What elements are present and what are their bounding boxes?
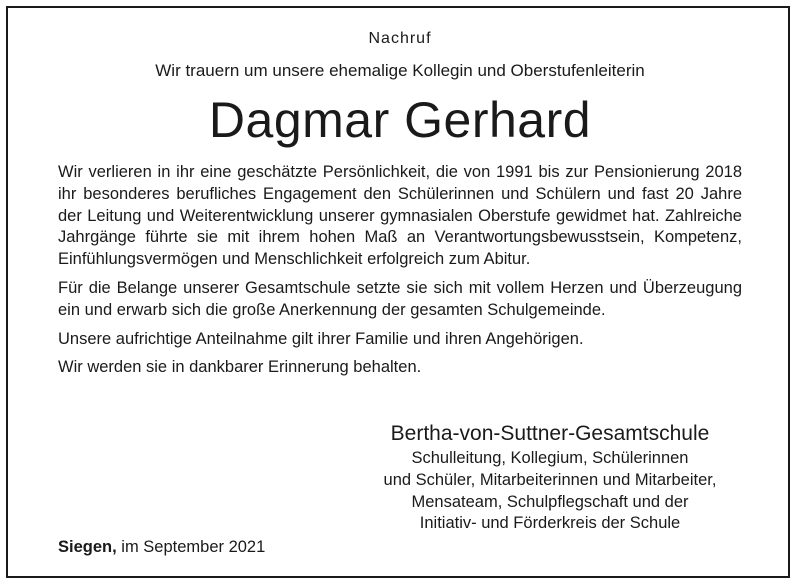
place-date <box>58 538 265 557</box>
notice-subtitle: Wir trauern um unsere ehemalige Kollegin und Oberstufenleiterin <box>155 61 645 80</box>
signature-line: und Schüler, Mitarbeiterinnen und Mitarbeiter, <box>383 470 717 489</box>
signature-line: Initiativ- und Förderkreis der Schule <box>419 514 681 533</box>
signature-block <box>340 420 760 535</box>
signature-line: Mensateam, Schulpflegschaft und der <box>411 492 689 511</box>
paragraph-commitment: Für die Belange unserer Gesamtschule setzte sie sich mit vollem Herzen und Überzeugung ein und erwarb sich die große Anerkennung der gesamten Schulgemeinde. <box>58 278 742 319</box>
deceased-name: Dagmar Gerhard <box>208 92 592 148</box>
date: im September 2021 <box>121 538 266 556</box>
place: Siegen, <box>58 538 117 556</box>
obituary-text <box>58 162 742 386</box>
paragraph-tribute: Wir verlieren in ihr eine geschätzte Persönlichkeit, die von 1991 bis zur Pensionierung 2018 ihr besonderes berufliches Engagement den Schülerinnen und Schülern und fast 20 Jahre der Leitung und Weiterentwicklung unserer gymnasialen Oberstufe gewidmet hat. Zahlreiche Jahrgänge führte sie mit ihrem hohen Maß an Verantwortungsbewusstsein, Kompetenz, Einfühlungsvermögen und Menschlichkeit erfolgreich zum Abitur. <box>58 163 742 269</box>
signature-line: Schulleitung, Kollegium, Schülerinnen <box>411 449 689 467</box>
school-name: Bertha-von-Suttner-Gesamtschule <box>390 422 710 445</box>
paragraph-condolence: Unsere aufrichtige Anteilnahme gilt ihrer Familie und ihren Angehörigen. <box>58 329 584 348</box>
notice-label: Nachruf <box>368 30 432 47</box>
paragraph-remembrance: Wir werden sie in dankbarer Erinnerung behalten. <box>58 358 422 377</box>
